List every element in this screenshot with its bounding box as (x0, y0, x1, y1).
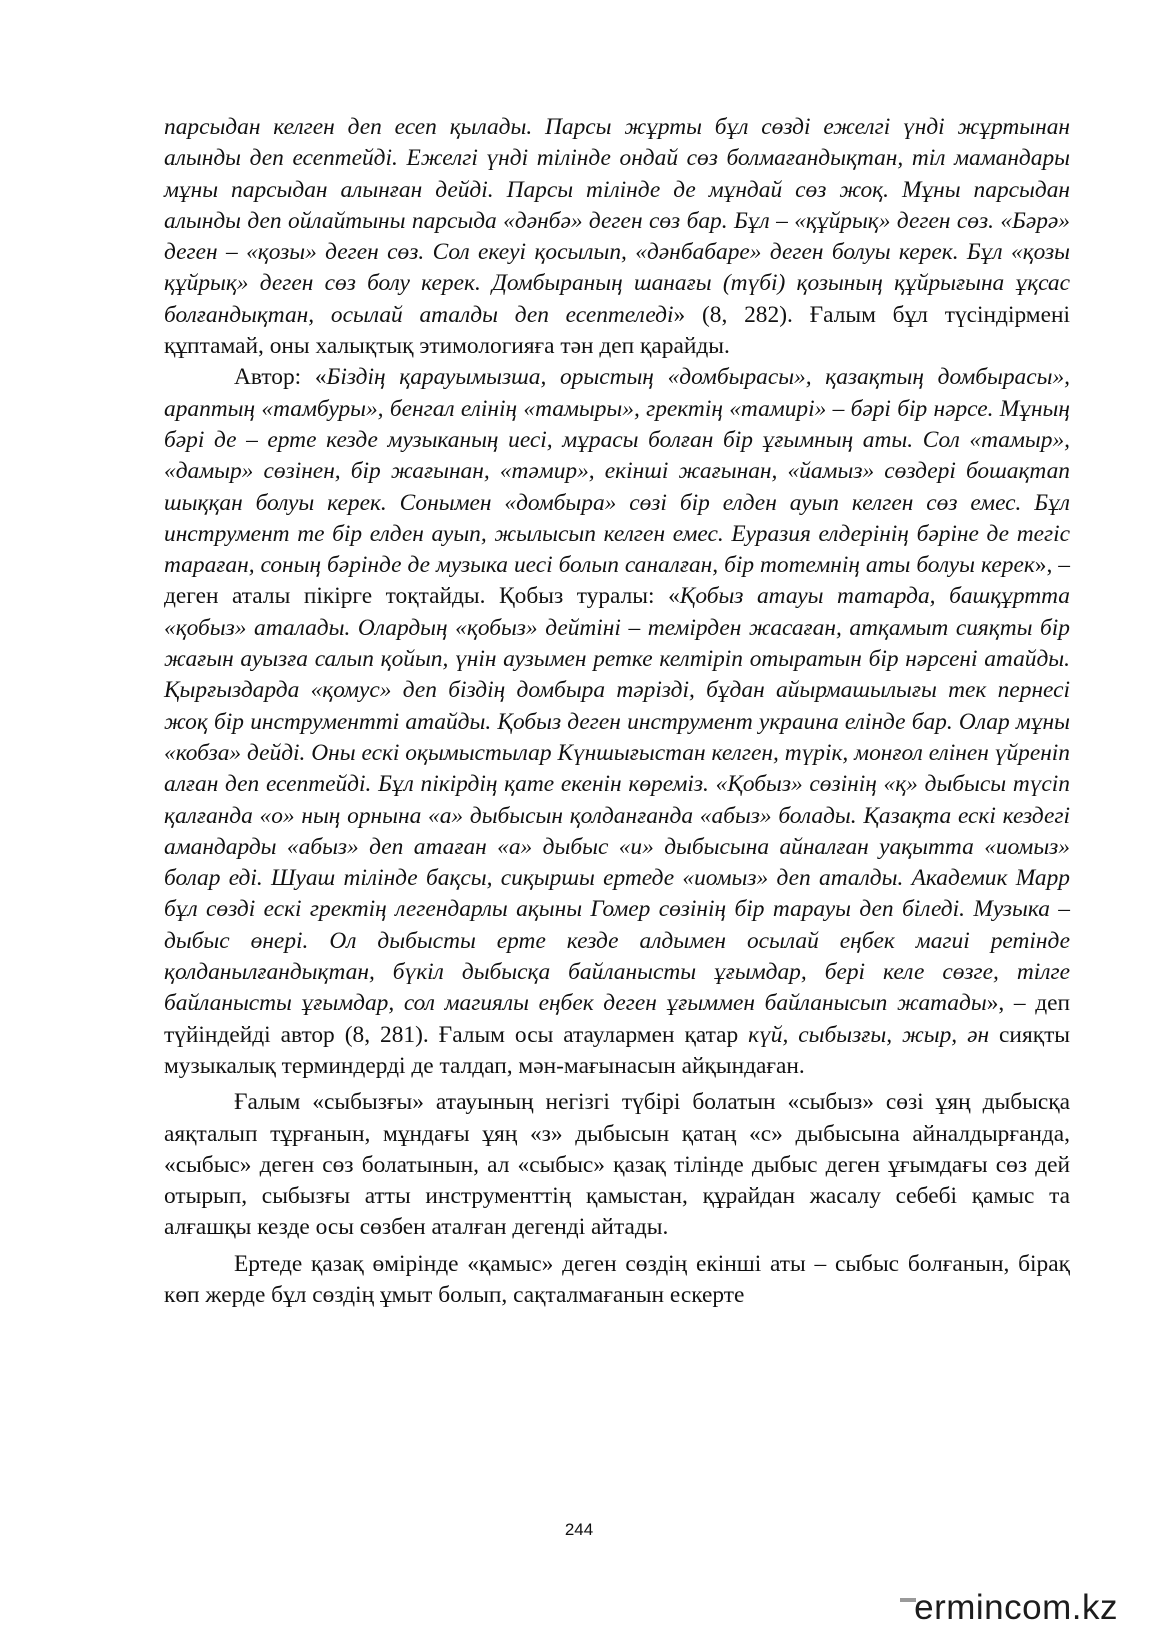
document-body (164, 112, 1070, 1311)
paragraph-4 (164, 1249, 1070, 1312)
paragraph-3 (164, 1087, 1070, 1243)
text-run: Ғалым «сыбызғы» атауының негізгі түбірі болатын «сыбыз» сөзі ұяң дыбысқа аяқталып тұрғанын, мұндағы ұяң «з» дыбысын қатаң «с» дыбысына айналдырғанда, «сыбыс» деген сөз болатынын, ал «сыбыс» қазақ тілінде дыбыс деген ұғымдағы сөз дей отырып, сыбызғы атты инструменттің қамыстан, құрайдан жасалу себебі қамыс та алғашқы кезде осы сөзбен аталған дегенді айтады. (164, 1089, 1070, 1241)
text-run: » (8, 282). Ғалым бұл түсіндірмені құптамай, оны халықтық этимологияға тән деп қарайды. (164, 301, 1070, 360)
text-run: », – деп түйіндейді автор (8, 281). Ғалым осы атаулармен қатар (164, 990, 1070, 1048)
text-run: сияқты музыкалық терминдерді де талдап, мән-мағынасын айқындаған. (164, 1021, 1071, 1079)
italic-run: Біздің қарауымызша, орыстың «домбырасы», қазақтың домбырасы», араптың «тамбуры», бенгал елінің «тамыры», гректің «тамирі» – бәрі бір нәрсе. Мұның бәрі де – ерте кезде музыканың иесі, мұрасы болған бір ұғымның аты. Сол «тамыр», «дамыр» сөзінен, бір жағынан, «тәмир», екінші жағынан, «йамыз» сөздері бошақтап шыққан болуы керек. Сонымен «домбыра» сөзі бір елден ауып келген сөз емес. Бұл инструмент те бір елден ауып, жылысып келген емес. Еуразия елдерінің бәріне де тегіс тараған, соның бәрінде де музыка иесі болып саналған, бір тотемнің аты болуы керек (164, 364, 1071, 579)
italic-run: парсыдан келген деп есеп қылады. Парсы жұрты бұл сөзді ежелгі үнді жұртынан алынды деп есептейді. Ежелгі үнді тілінде ондай сөз болмағандықтан, тіл мамандары мұны парсыдан алынған дейді. Парсы тілінде де мұндай сөз жоқ. Мұны парсыдан алынды деп ойлайтыны парсыда «дәнбә» деген сөз бар. Бұл – «құйрық» деген сөз. «Бәрә» деген – «қозы» деген сөз. Сол екеуі қосылып, «дәнбабаре» деген болуы керек. Бұл «қозы құйрық» деген сөз болу керек. Домбыраның шанағы (түбі) қозының құйрығына ұқсас болғандықтан, осылай аталды деп есептеледі (164, 114, 1070, 328)
paragraph-2 (164, 362, 1070, 1082)
site-watermark (900, 1588, 1118, 1628)
italic-run: Қобыз атауы татарда, башқұртта «қобыз» аталады. Олардың «қобыз» дейтіні – темірден жасаған, атқамыт сияқты бір жағын ауызға салып қойып, үнін аузымен ретке келтіріп отыратын бір нәрсені атайды. Қырғыздарда «қомус» деп біздің домбыра тәрізді, бұдан айырмашылығы тек пернесі жоқ бір инструментті атайды. Қобыз деген инструмент украина елінде бар. Олар мұны «кобза» дейді. Оны ескі оқымыстылар Күншығыстан келген, түрік, монғол елінен үйреніп алған деп есептейді. Бұл пікірдің қате екенін көреміз. «Қобыз» сөзінің «қ» дыбысы түсіп қалғанда «о» ның орнына «а» дыбысын қолданғанда «абыз» болады. Қазақта ескі кездегі амандарды «абыз» деп атаған «а» дыбыс «и» дыбысына айналған уақытта «иомыз» болар еді. Шуаш тілінде бақсы, сиқыршы ертеде «иомыз» деп аталды. Академик Марр бұл сөзді ескі гректің легендарлы ақыны Гомер сөзінің бір тарауы деп біледі. Музыка – дыбыс өнері. Ол дыбысты ерте кезде алдымен осылай еңбек магиі ретінде қолданылғандықтан, бүкіл дыбысқа байланысты ұғымдар, бері келе сөзге, тілге байланысты ұғымдар, сол магиялы еңбек деген ұғыммен байланысып жатады (164, 583, 1070, 1017)
text-run: Ертеде қазақ өмірінде «қамыс» деген сөздің екінші аты – сыбыс болғанын, бірақ көп жерде бұл сөздің ұмыт болып, сақталмағанын ескерте (164, 1250, 1070, 1308)
watermark-text: ermincom.kz (914, 1588, 1118, 1627)
italic-run: күй, сыбызғы, жыр, ән (748, 1021, 990, 1048)
paragraph-1 (164, 112, 1070, 362)
text-run: Автор: « (234, 364, 327, 391)
page-number: 244 (564, 1520, 594, 1539)
text-run: », – деген аталы пікірге тоқтайды. Қобыз туралы: « (164, 552, 1071, 610)
